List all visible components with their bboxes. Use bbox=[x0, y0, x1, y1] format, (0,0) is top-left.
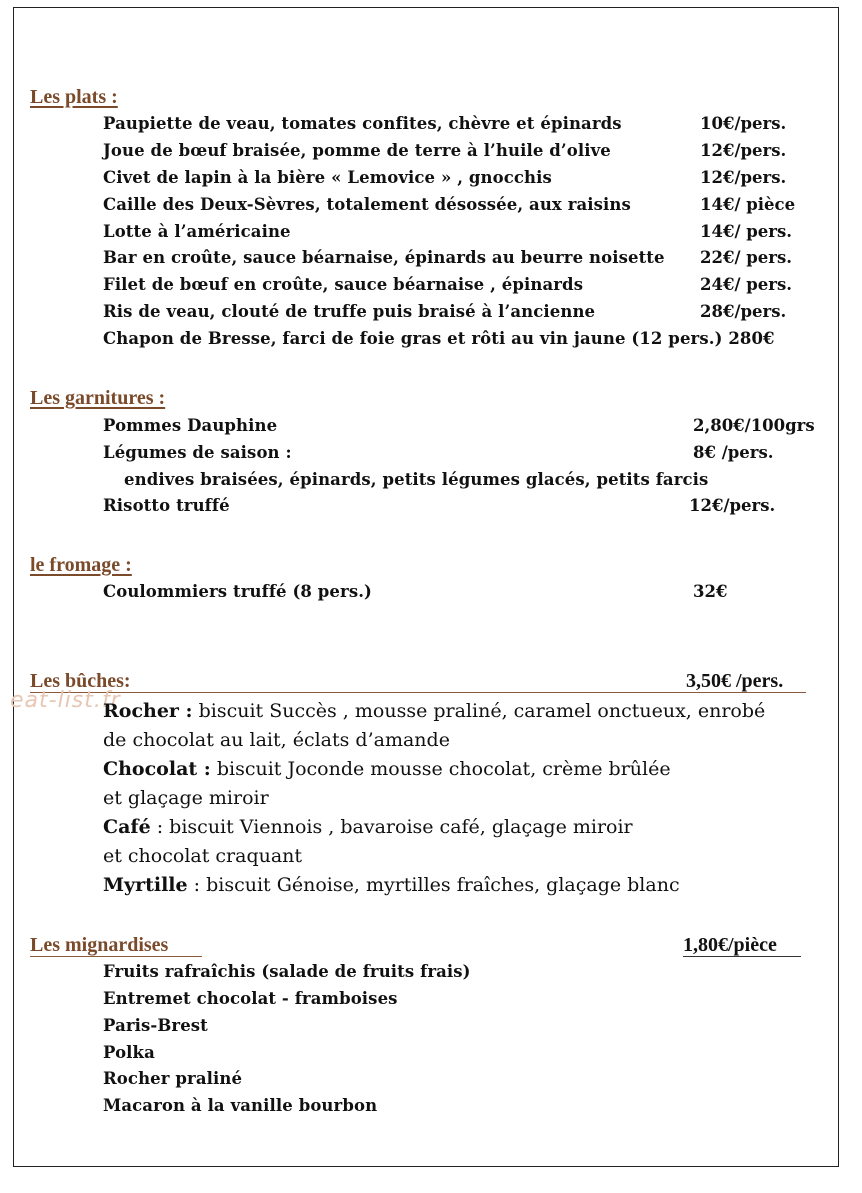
menu-item-name: Civet de lapin à la bière « Lemovice » , gnocchis bbox=[103, 168, 552, 187]
mignardise-item: Polka bbox=[103, 1043, 155, 1062]
menu-item-name: Légumes de saison : bbox=[103, 443, 292, 462]
menu-item-name: Chapon de Bresse, farci de foie gras et rôti au vin jaune (12 pers.) 280€ bbox=[103, 329, 775, 348]
menu-item-name: Caille des Deux-Sèvres, totalement désossée, aux raisins bbox=[103, 195, 631, 214]
menu-item-price: 32€ bbox=[693, 582, 728, 601]
menu-item-price: 2,80€/100grs bbox=[693, 416, 815, 435]
menu-item-price: 10€/pers. bbox=[700, 114, 787, 133]
menu-item-name: Coulommiers truffé (8 pers.) bbox=[103, 582, 372, 601]
buche-myrtille bbox=[103, 874, 680, 896]
buche-name: Chocolat : bbox=[103, 758, 211, 780]
menu-item-name: Ris de veau, clouté de truffe puis braisé à l’ancienne bbox=[103, 302, 596, 321]
section-heading-fromage: le fromage : bbox=[30, 554, 132, 576]
menu-item-name: Risotto truffé bbox=[103, 496, 230, 515]
buche-desc: biscuit Joconde mousse chocolat, crème brûlée bbox=[210, 758, 671, 780]
buche-rocher bbox=[103, 700, 765, 722]
menu-item-name: Bar en croûte, sauce béarnaise, épinards au beurre noisette bbox=[103, 248, 665, 267]
menu-item-price: 22€/ pers. bbox=[700, 248, 792, 267]
menu-item-price: 14€/ pièce bbox=[700, 195, 796, 214]
buche-chocolat bbox=[103, 758, 671, 780]
mignardise-item: Rocher praliné bbox=[103, 1069, 243, 1088]
section-heading-mignardises: Les mignardises bbox=[30, 934, 169, 956]
buche-desc-line2: et glaçage miroir bbox=[103, 787, 269, 809]
menu-item-name: Filet de bœuf en croûte, sauce béarnaise , épinards bbox=[103, 275, 584, 294]
buche-name: Myrtille bbox=[103, 874, 188, 896]
menu-item-name: Paupiette de veau, tomates confites, chèvre et épinards bbox=[103, 114, 622, 133]
section-underline bbox=[30, 956, 202, 957]
price-underline bbox=[683, 956, 801, 957]
menu-item-price: 28€/pers. bbox=[700, 302, 787, 321]
menu-item-name: Lotte à l’américaine bbox=[103, 222, 291, 241]
menu-item-price: 12€/pers. bbox=[700, 141, 787, 160]
menu-item-price: 24€/ pers. bbox=[700, 275, 792, 294]
buche-name: Rocher : bbox=[103, 700, 193, 722]
mignardise-item: Paris-Brest bbox=[103, 1016, 208, 1035]
section-underline bbox=[30, 692, 806, 693]
buche-cafe bbox=[103, 816, 633, 838]
mignardise-item: Fruits rafraîchis (salade de fruits frais) bbox=[103, 962, 471, 981]
section-price-mignardises: 1,80€/pièce bbox=[683, 934, 777, 956]
section-heading-plats: Les plats : bbox=[30, 86, 118, 108]
watermark: eat-list.fr bbox=[10, 688, 121, 713]
section-heading-garnitures: Les garnitures : bbox=[30, 387, 166, 409]
mignardise-item: Macaron à la vanille bourbon bbox=[103, 1096, 378, 1115]
menu-item-price: 12€/pers. bbox=[689, 496, 776, 515]
menu-item-price: 14€/ pers. bbox=[700, 222, 792, 241]
mignardise-item: Entremet chocolat - framboises bbox=[103, 989, 398, 1008]
section-price-buches: 3,50€ /pers. bbox=[686, 670, 784, 692]
menu-item-detail: endives braisées, épinards, petits légumes glacés, petits farcis bbox=[124, 470, 709, 489]
menu-item-name: Pommes Dauphine bbox=[103, 416, 278, 435]
buche-desc-line2: et chocolat craquant bbox=[103, 845, 303, 867]
buche-desc: : biscuit Viennois , bavaroise café, glaçage miroir bbox=[150, 816, 633, 838]
buche-desc: biscuit Succès , mousse praliné, caramel onctueux, enrobé bbox=[192, 700, 766, 722]
section-heading-buches: Les bûches: bbox=[30, 670, 131, 692]
menu-item-price: 8€ /pers. bbox=[693, 443, 774, 462]
menu-item-name: Joue de bœuf braisée, pomme de terre à l’huile d’olive bbox=[103, 141, 611, 160]
buche-name: Café bbox=[103, 816, 151, 838]
menu-item-price: 12€/pers. bbox=[700, 168, 787, 187]
buche-desc-line2: de chocolat au lait, éclats d’amande bbox=[103, 729, 450, 751]
buche-desc: : biscuit Génoise, myrtilles fraîches, glaçage blanc bbox=[187, 874, 680, 896]
